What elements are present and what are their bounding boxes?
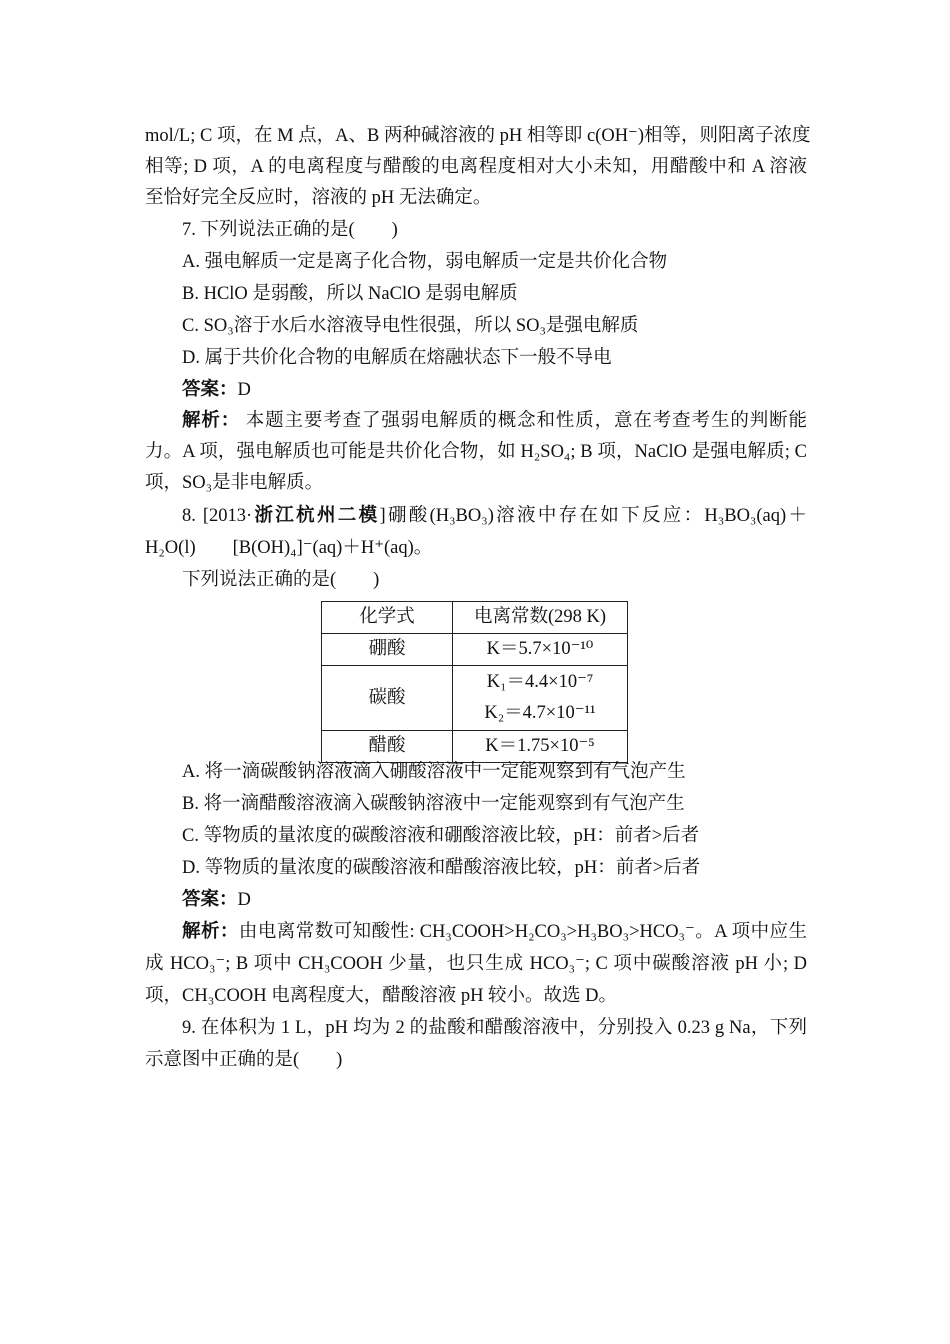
- question-8-stem: [182, 502, 807, 530]
- question-8-analysis-line: 成 HCO₃⁻; B 项中 CH₃COOH 少量，也只生成 HCO₃⁻; C 项中碳酸溶液 pH 小; D: [145, 954, 807, 974]
- stem-text: ]硼酸(H₃BO₃)溶液中存在如下反应：H₃BO₃(aq)＋: [379, 506, 807, 526]
- question-9-stem: 示意图中正确的是( ): [145, 1050, 343, 1070]
- table-cell: 硼酸: [322, 634, 453, 666]
- question-7-option-c: C. SO₃溶于水后水溶液导电性很强，所以 SO₃是强电解质: [182, 316, 639, 336]
- table-cell: 醋酸: [322, 731, 453, 763]
- table-header-cell: 电离常数(298 K): [453, 602, 628, 634]
- answer-label: 答案：: [182, 380, 238, 400]
- question-8-prompt: 下列说法正确的是( ): [182, 570, 380, 590]
- table-header-cell: 化学式: [322, 602, 453, 634]
- paragraph-line: 至恰好完全反应时，溶液的 pH 无法确定。: [145, 188, 492, 208]
- table-cell-line: K₁＝4.4×10⁻⁷: [486, 672, 594, 692]
- question-8-analysis-line: 项，CH₃COOH 电离程度大，醋酸溶液 pH 较小。故选 D。: [145, 986, 618, 1006]
- question-7-option-b: B. HClO 是弱酸，所以 NaClO 是弱电解质: [182, 284, 518, 304]
- question-9-stem: 9. 在体积为 1 L，pH 均为 2 的盐酸和醋酸溶液中，分别投入 0.23 g Na，下列: [182, 1018, 807, 1038]
- table-row: [322, 666, 628, 731]
- question-7-analysis-line: [182, 407, 807, 435]
- answer-label: 答案：: [182, 890, 238, 910]
- table-cell: K＝1.75×10⁻⁵: [453, 731, 628, 763]
- question-7-option-d: D. 属于共价化合物的电解质在熔融状态下一般不导电: [182, 348, 612, 368]
- question-8-option-c: C. 等物质的量浓度的碳酸溶液和硼酸溶液比较，pH：前者>后者: [182, 826, 700, 846]
- table-cell: K＝5.7×10⁻¹⁰: [453, 634, 628, 666]
- analysis-label: 解析：: [182, 922, 239, 942]
- table-cell-line: K₂＝4.7×10⁻¹¹: [484, 703, 596, 723]
- stem-prefix: 8. [2013·: [182, 506, 253, 526]
- answer-value: D: [237, 890, 251, 910]
- paragraph-line: mol/L; C 项，在 M 点，A、B 两种碱溶液的 pH 相等即 c(OH⁻)相等，则阳离子浓度: [145, 126, 811, 146]
- table-header-row: [322, 602, 628, 634]
- question-7-stem: 7. 下列说法正确的是( ): [182, 220, 398, 240]
- analysis-text: 由电离常数可知酸性: CH₃COOH>H₂CO₃>H₃BO₃>HCO₃⁻。A 项中应生: [238, 922, 807, 942]
- analysis-label: 解析：: [182, 411, 241, 431]
- question-8-option-d: D. 等物质的量浓度的碳酸溶液和醋酸溶液比较，pH：前者>后者: [182, 858, 701, 878]
- table-cell: 碳酸: [322, 666, 453, 731]
- question-8-equation: H₂O(l) [B(OH)₄]⁻(aq)＋H⁺(aq)。: [145, 538, 433, 558]
- table-row: [322, 634, 628, 666]
- question-8-analysis-line: [182, 918, 807, 946]
- paragraph-line: 相等; D 项，A 的电离程度与醋酸的电离程度相对大小未知，用醋酸中和 A 溶液: [145, 157, 807, 177]
- question-7-analysis-line: 项，SO₃是非电解质。: [145, 473, 324, 493]
- question-7-analysis-line: 力。A 项，强电解质也可能是共价化合物，如 H₂SO₄; B 项，NaClO 是强电解质; C: [145, 442, 807, 462]
- analysis-text: 本题主要考查了强弱电解质的概念和性质，意在考查考生的判断能: [245, 411, 807, 431]
- table-cell: [453, 666, 628, 731]
- ionization-constant-table: [321, 601, 628, 763]
- question-7-answer: [182, 376, 251, 404]
- question-8-answer: [182, 886, 251, 914]
- answer-value: D: [237, 380, 251, 400]
- question-8-option-b: B. 将一滴醋酸溶液滴入碳酸钠溶液中一定能观察到有气泡产生: [182, 794, 685, 814]
- question-7-option-a: A. 强电解质一定是离子化合物，弱电解质一定是共价化合物: [182, 252, 668, 272]
- question-source: 浙江杭州二模: [252, 506, 380, 526]
- question-8-option-a: A. 将一滴碳酸钠溶液滴入硼酸溶液中一定能观察到有气泡产生: [182, 762, 686, 782]
